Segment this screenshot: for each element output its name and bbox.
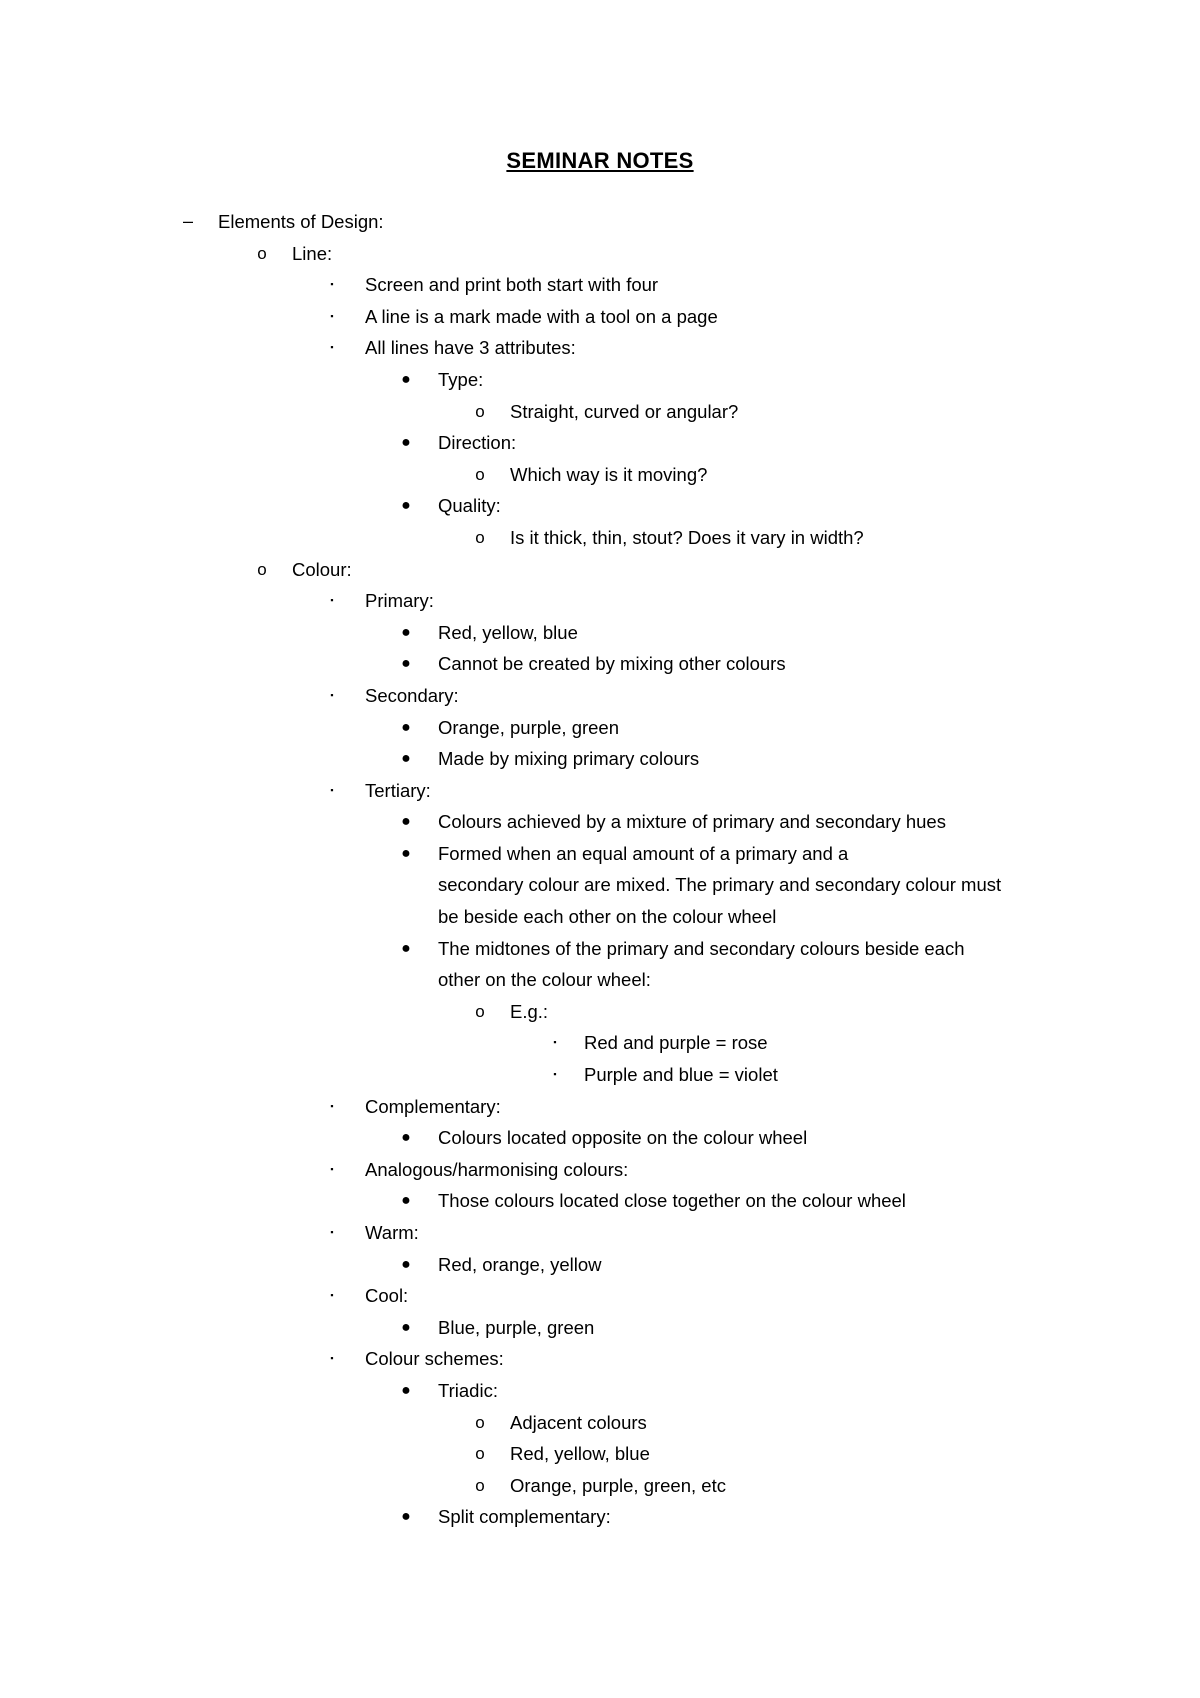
list-item-text: Warm: <box>365 1222 419 1243</box>
list-item-text: Red, yellow, blue <box>510 1443 650 1465</box>
list-item-text: Purple and blue = violet <box>584 1064 778 1086</box>
list-item-text: Red, orange, yellow <box>438 1253 602 1275</box>
list-bullet-icon: ▪ <box>330 1100 334 1111</box>
list-bullet-icon: ● <box>401 1255 411 1273</box>
list-item <box>0 459 1200 491</box>
list-bullet-icon: ▪ <box>553 1069 557 1080</box>
list-item-continuation <box>0 964 1200 996</box>
list-item <box>0 332 1200 364</box>
list-item-text: Which way is it moving? <box>510 463 708 485</box>
list-bullet-icon: ▪ <box>330 689 334 700</box>
list-item <box>0 1091 1200 1123</box>
list-item-text: secondary colour are mixed. The primary and secondary colour must <box>438 874 1002 896</box>
list-item-text: Secondary: <box>365 684 459 706</box>
list-item <box>0 1027 1200 1059</box>
list-item <box>0 427 1200 459</box>
list-item-text: Red, yellow, blue <box>438 621 578 643</box>
list-bullet-icon: ● <box>401 1129 411 1147</box>
list-bullet-icon: o <box>475 464 485 484</box>
list-item-text: E.g.: <box>510 1000 549 1022</box>
list-item-text: Colours located opposite on the colour wheel <box>438 1127 808 1149</box>
list-item <box>0 933 1200 965</box>
list-item-text: All lines have 3 attributes: <box>365 337 576 359</box>
list-item <box>0 301 1200 333</box>
list-bullet-icon: ▪ <box>330 1290 334 1301</box>
list-item <box>0 743 1200 775</box>
list-item-text: be beside each other on the colour wheel <box>438 906 777 928</box>
notes-outline <box>0 206 1200 1533</box>
list-bullet-icon: ● <box>401 434 411 452</box>
list-bullet-icon: ▪ <box>330 784 334 795</box>
list-item-text: Analogous/harmonising colours: <box>365 1158 629 1180</box>
list-item <box>0 838 1200 870</box>
list-item-text: Split complementary: <box>438 1506 611 1528</box>
list-item-text: Cool: <box>365 1285 409 1307</box>
list-item <box>0 1407 1200 1439</box>
list-item <box>0 1280 1200 1312</box>
list-bullet-icon: ▪ <box>330 1227 334 1237</box>
list-item-text: Blue, purple, green <box>438 1316 595 1338</box>
list-bullet-icon: o <box>475 1001 485 1021</box>
list-bullet-icon: o <box>475 1412 485 1432</box>
list-bullet-icon: ▪ <box>330 342 334 353</box>
list-item-text: Colour: <box>292 558 352 580</box>
list-item-text: The midtones of the primary and secondary colours beside each <box>438 937 965 959</box>
list-bullet-icon: o <box>257 559 267 579</box>
list-item <box>0 238 1200 270</box>
list-item <box>0 396 1200 428</box>
list-bullet-icon: ▪ <box>553 1037 557 1048</box>
list-item <box>0 712 1200 744</box>
list-item <box>0 1375 1200 1407</box>
list-item <box>0 617 1200 649</box>
list-bullet-icon: ● <box>401 1318 411 1336</box>
list-item <box>0 806 1200 838</box>
list-item-text: Screen and print both start with four <box>365 274 659 296</box>
list-item-text: Line: <box>292 242 333 264</box>
list-item <box>0 522 1200 554</box>
list-bullet-icon: ▪ <box>330 1163 334 1174</box>
list-bullet-icon: – <box>182 211 193 231</box>
list-item-text: Adjacent colours <box>510 1411 647 1433</box>
list-item-text: Quality: <box>438 495 501 517</box>
list-item <box>0 1470 1200 1502</box>
list-item <box>0 206 1200 238</box>
list-item-text: Formed when an equal amount of a primary and a <box>438 842 849 864</box>
list-item <box>0 1249 1200 1281</box>
list-item-continuation <box>0 869 1200 901</box>
list-item-text: Tertiary: <box>365 779 431 801</box>
list-bullet-icon: o <box>475 1475 485 1495</box>
list-bullet-icon: ● <box>401 623 411 641</box>
list-item-continuation <box>0 901 1200 933</box>
list-item-text: Orange, purple, green, etc <box>510 1474 726 1496</box>
list-item <box>0 1185 1200 1217</box>
list-item <box>0 775 1200 807</box>
list-item <box>0 554 1200 586</box>
list-item-text: Is it thick, thin, stout? Does it vary in width? <box>510 526 864 548</box>
list-item-text: Those colours located close together on the colour wheel <box>438 1190 906 1212</box>
list-item-text: Elements of Design: <box>218 211 384 232</box>
list-bullet-icon: ● <box>401 1508 411 1526</box>
list-bullet-icon: ● <box>401 750 411 768</box>
page-title: SEMINAR NOTES <box>506 148 694 173</box>
list-item <box>0 680 1200 712</box>
list-bullet-icon: ● <box>401 655 411 673</box>
list-item-text: Primary: <box>365 590 434 612</box>
list-bullet-icon: ● <box>401 813 411 831</box>
list-item-text: Straight, curved or angular? <box>510 400 739 422</box>
list-item-text: Colour schemes: <box>365 1348 504 1370</box>
list-bullet-icon: ▪ <box>330 1353 334 1364</box>
list-item <box>0 364 1200 396</box>
list-item <box>0 1217 1200 1249</box>
list-item <box>0 1312 1200 1344</box>
list-bullet-icon: o <box>475 527 485 547</box>
list-bullet-icon: ● <box>401 844 411 862</box>
list-bullet-icon: ● <box>401 1381 411 1399</box>
list-bullet-icon: ▪ <box>330 595 334 606</box>
list-item-text: A line is a mark made with a tool on a page <box>365 305 718 327</box>
list-bullet-icon: ● <box>401 939 411 957</box>
list-item-text: Cannot be created by mixing other colours <box>438 653 786 675</box>
list-bullet-icon: o <box>475 1444 485 1464</box>
list-item-text: Direction: <box>438 432 517 454</box>
list-item-text: Orange, purple, green <box>438 716 620 738</box>
list-item <box>0 269 1200 301</box>
list-bullet-icon: ● <box>401 497 411 515</box>
list-bullet-icon: ● <box>401 718 411 736</box>
list-item-text: Type: <box>438 368 484 390</box>
list-bullet-icon: ▪ <box>330 310 334 321</box>
list-item <box>0 1154 1200 1186</box>
list-item-text: Complementary: <box>365 1095 501 1117</box>
list-bullet-icon: o <box>475 401 485 421</box>
list-item <box>0 1343 1200 1375</box>
list-item-text: Red and purple = rose <box>584 1032 768 1054</box>
list-item-text: Triadic: <box>438 1379 498 1401</box>
list-item <box>0 996 1200 1028</box>
list-item-text: other on the colour wheel: <box>438 969 651 991</box>
list-item-text: Colours achieved by a mixture of primary and secondary hues <box>438 811 946 833</box>
list-bullet-icon: o <box>257 243 267 263</box>
list-item <box>0 490 1200 522</box>
list-bullet-icon: ● <box>401 1192 411 1210</box>
list-item <box>0 1122 1200 1154</box>
list-item <box>0 1438 1200 1470</box>
list-bullet-icon: ▪ <box>330 279 334 290</box>
list-item <box>0 585 1200 617</box>
list-bullet-icon: ● <box>401 370 411 388</box>
list-item-text: Made by mixing primary colours <box>438 748 700 770</box>
list-item <box>0 1501 1200 1533</box>
list-item <box>0 648 1200 680</box>
list-item <box>0 1059 1200 1091</box>
